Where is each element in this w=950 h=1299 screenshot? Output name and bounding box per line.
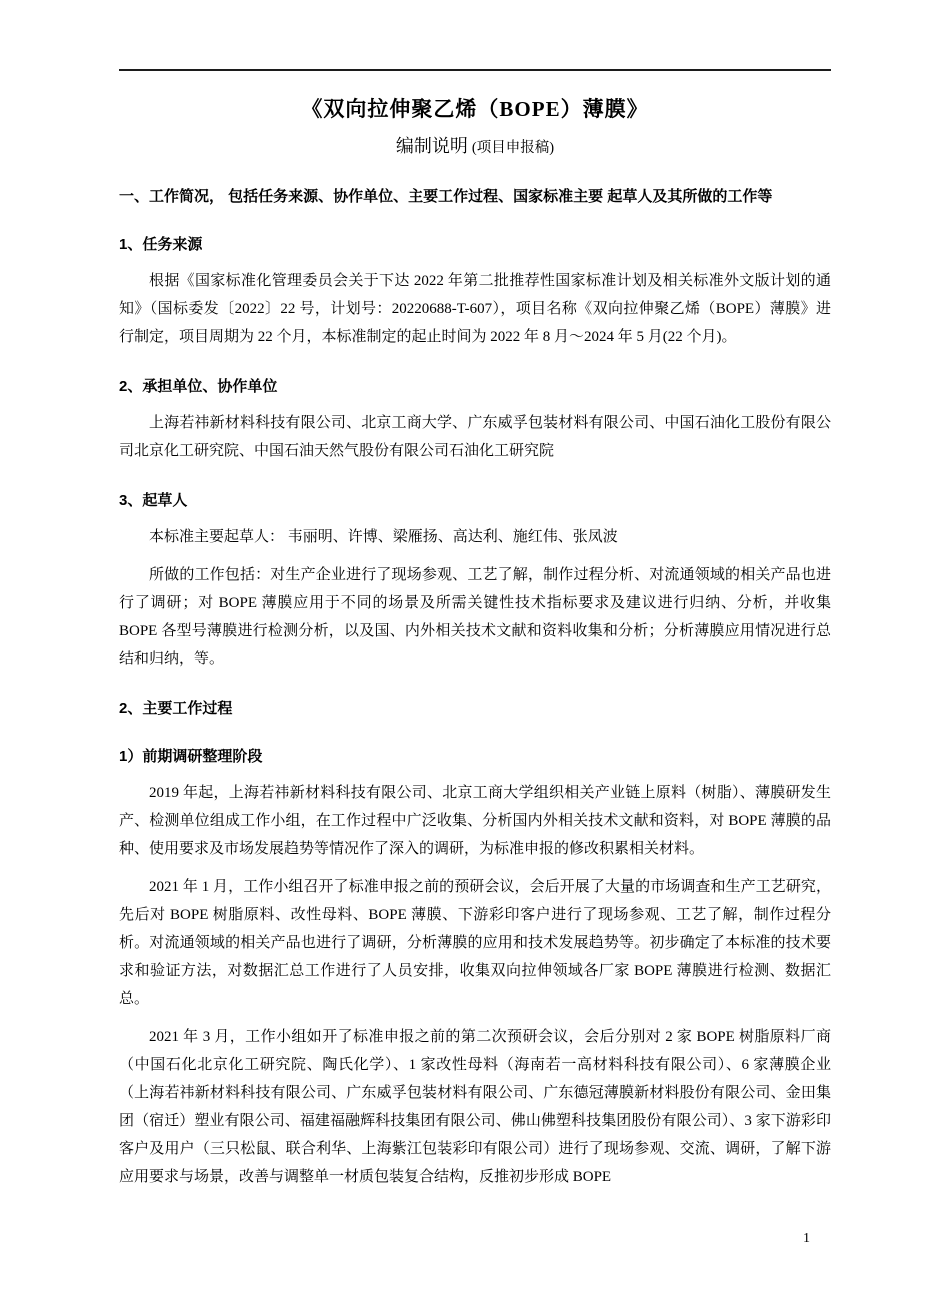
page-number: 1 xyxy=(803,1231,810,1246)
document-page xyxy=(0,69,950,1299)
heading-task-source: 1、任务来源 xyxy=(119,236,203,253)
para-task-source: 根据《国家标准化管理委员会关于下达 2022 年第二批推荐性国家标准计划及相关标准外文版计划的通知》（国标委发〔2022〕22 号，计划号：20220688-T-607），项目名称《双向拉伸聚乙烯（BOPE）薄膜》进行制定，项目周期为 22 个月，本标准制定的起止时间为 2022 年 8 月～2024 年 5 月(22 个月)。 xyxy=(119,273,831,345)
doc-title: 《双向拉伸聚乙烯（BOPE）薄膜》 xyxy=(301,97,649,121)
heading-main-work-process: 2、主要工作过程 xyxy=(119,700,233,717)
heading-undertaking-units: 2、承担单位、协作单位 xyxy=(119,378,278,395)
para-2021-mar-meeting: 2021 年 3 月，工作小组如开了标准申报之前的第二次预研会议，会后分别对 2 家 BOPE 树脂原料厂商（中国石化北京化工研究院、陶氏化学）、1 家改性母料（海南若一高材料科技有限公司）、6 家薄膜企业（上海若祎新材料科技有限公司、广东威孚包装材料有限公司、广东德冠薄膜新材料股份有限公司、金田集团（宿迁）塑业有限公司、福建福融辉科技集团有限公司、佛山佛塑科技集团股份有限公司）、3 家下游彩印客户及用户（三只松鼠、联合利华、上海紫江包装彩印有限公司）进行了现场参观、交流、调研，了解下游应用要求与场景，改善与调整单一材质包装复合结构，反推初步形成 BOPE xyxy=(119,1029,831,1185)
heading-work-overview: 一、工作简况， 包括任务来源、协作单位、主要工作过程、国家标准主要 起草人及其所做的工作等 xyxy=(119,188,773,205)
heading-preliminary-research-stage: 1）前期调研整理阶段 xyxy=(119,748,263,765)
doc-subtitle-main: 编制说明 xyxy=(395,136,468,156)
doc-subtitle xyxy=(119,132,831,158)
document-content xyxy=(119,69,831,1191)
para-2021-jan-meeting: 2021 年 1 月，工作小组召开了标准申报之前的预研会议，会后开展了大量的市场调查和生产工艺研究，先后对 BOPE 树脂原料、改性母料、BOPE 薄膜、下游彩印客户进行了现场参观、工艺了解，制作过程分析。对流通领域的相关产品也进行了调研，分析薄膜的应用和技术发展趋势等。初步确定了本标准的技术要求和验证方法，对数据汇总工作进行了人员安排，收集双向拉伸领域各厂家 BOPE 薄膜进行检测、数据汇总。 xyxy=(119,879,831,1007)
header-rule xyxy=(119,69,831,71)
para-drafters-work: 所做的工作包括：对生产企业进行了现场参观、工艺了解，制作过程分析、对流通领域的相关产品也进行了调研；对 BOPE 薄膜应用于不同的场景及所需关键性技术指标要求及建议进行归纳、分析，并收集 BOPE 各型号薄膜进行检测分析，以及国、内外相关技术文献和资料收集和分析；分析薄膜应用情况进行总结和归纳，等。 xyxy=(119,567,831,667)
para-undertaking-units: 上海若祎新材料科技有限公司、北京工商大学、广东威孚包装材料有限公司、中国石油化工股份有限公司北京化工研究院、中国石油天然气股份有限公司石油化工研究院 xyxy=(119,415,831,459)
para-drafters: 本标准主要起草人： 韦丽明、许博、梁雁扬、高达利、施红伟、张凤波 xyxy=(149,529,618,545)
heading-drafters: 3、起草人 xyxy=(119,492,188,509)
para-2019-research: 2019 年起，上海若祎新材料科技有限公司、北京工商大学组织相关产业链上原料（树脂）、薄膜研发生产、检测单位组成工作小组，在工作过程中广泛收集、分析国内外相关技术文献和资料，对 BOPE 薄膜的品种、使用要求及市场发展趋势等情况作了深入的调研，为标准申报的修改积累相关材料。 xyxy=(119,785,831,857)
doc-subtitle-note: (项目申报稿) xyxy=(471,140,555,156)
